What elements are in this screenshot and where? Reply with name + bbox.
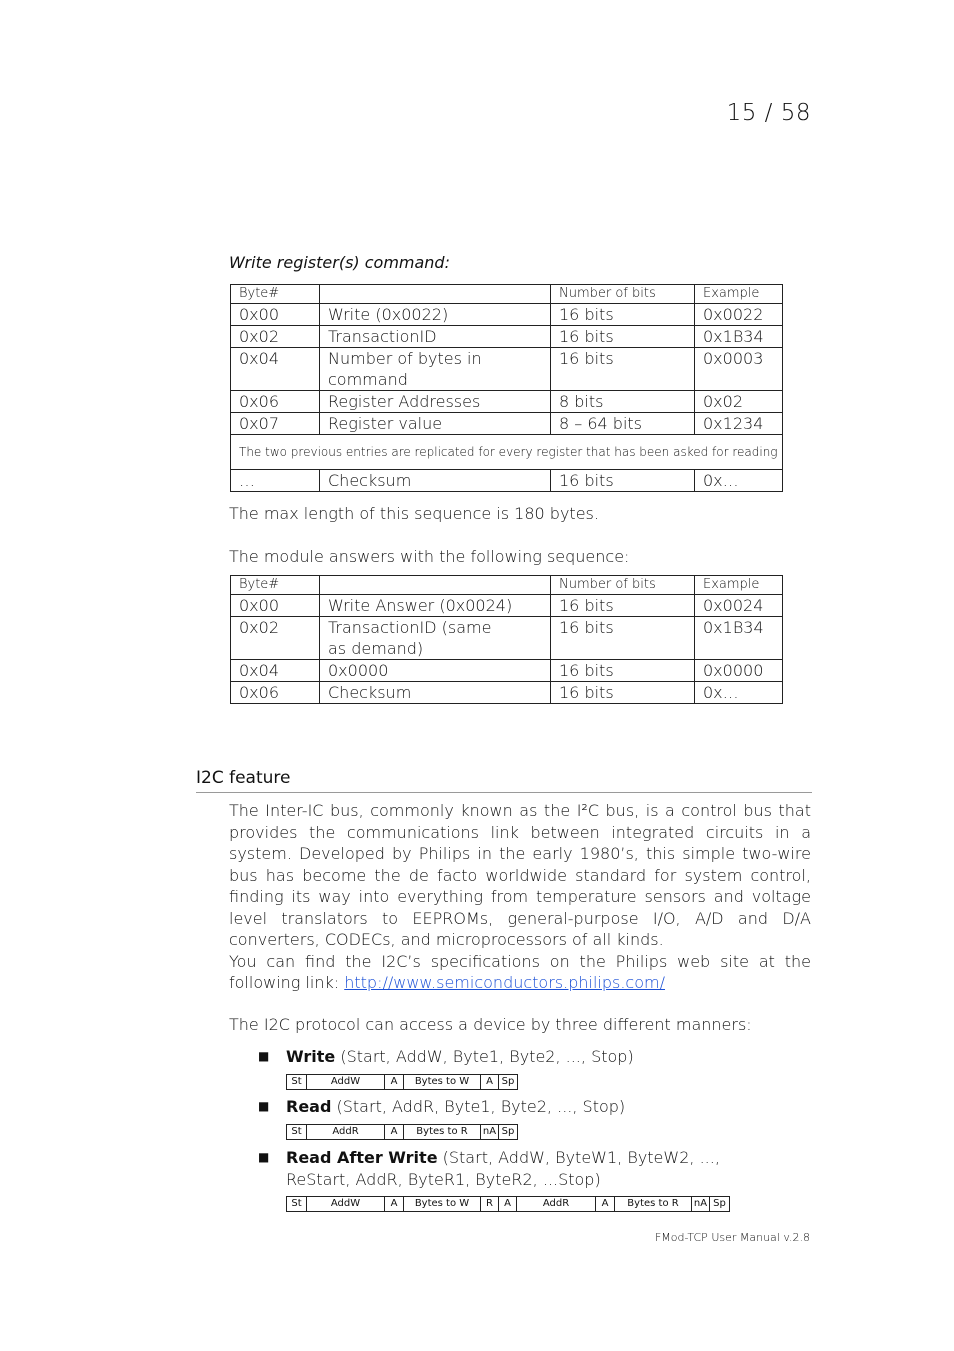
seq-address: AddW (307, 1197, 385, 1211)
header-number-of-bits: Number of bits (551, 285, 695, 304)
header-number-of-bits: Number of bits (551, 576, 695, 595)
table-note-row (231, 435, 783, 470)
seq-bytes: Bytes to W (404, 1075, 481, 1089)
manner-args: (Start, AddR, Byte1, Byte2, ..., Stop) (331, 1097, 626, 1116)
manner-read (286, 1096, 786, 1118)
cell-example: 0x… (695, 470, 783, 492)
cell-example: 0x1B34 (695, 617, 783, 660)
table-row (231, 326, 783, 348)
answer-intro-text: The module answers with the following sequence: (229, 547, 630, 566)
cell-description: 0x0000 (320, 660, 551, 682)
cell-bits: 16 bits (551, 682, 695, 704)
cell-description: Checksum (320, 470, 551, 492)
table-row (231, 304, 783, 326)
manner-name: Read (286, 1097, 332, 1116)
sequence-diagram-read (286, 1124, 518, 1140)
cell-bits: 16 bits (551, 348, 695, 391)
cell-bits: 16 bits (551, 660, 695, 682)
sequence-diagram-read-after-write (286, 1196, 730, 1212)
seq-bytes: Bytes to R (404, 1125, 481, 1139)
cell-bits: 8 – 64 bits (551, 413, 695, 435)
cell-example: 0x0022 (695, 304, 783, 326)
cell-byte: 0x04 (231, 348, 320, 391)
i2c-description-paragraph (229, 800, 811, 994)
seq-restart: R (481, 1197, 499, 1211)
bullet-icon: ■ (258, 1049, 270, 1063)
table-row (231, 682, 783, 704)
cell-byte: 0x06 (231, 391, 320, 413)
table-row (231, 595, 783, 617)
cell-bits: 16 bits (551, 470, 695, 492)
manner-name: Write (286, 1047, 336, 1066)
seq-nack: nA (692, 1197, 710, 1211)
cell-byte: 0x00 (231, 595, 320, 617)
seq-ack: A (596, 1197, 615, 1211)
cell-byte: … (231, 470, 320, 492)
header-description (320, 576, 551, 595)
cell-example: 0x0000 (695, 660, 783, 682)
table-row (231, 617, 783, 660)
cell-description: Register Addresses (320, 391, 551, 413)
cell-bits: 16 bits (551, 617, 695, 660)
table-row (231, 348, 783, 391)
sequence-diagram-write (286, 1074, 518, 1090)
header-byte: Byte# (231, 576, 320, 595)
cell-example: 0x02 (695, 391, 783, 413)
seq-stop: Sp (501, 1076, 515, 1087)
answer-table (230, 575, 783, 704)
seq-ack: A (385, 1125, 404, 1139)
cell-bits: 16 bits (551, 595, 695, 617)
table-header-row (231, 576, 783, 595)
table-row (231, 391, 783, 413)
cell-bits: 8 bits (551, 391, 695, 413)
manner-read-after-write (286, 1147, 786, 1191)
cell-description: TransactionID (same as demand) (320, 617, 551, 660)
header-byte: Byte# (231, 285, 320, 304)
page-number: 15 / 58 (726, 100, 811, 126)
footer-manual-version: FMod-TCP User Manual v.2.8 (654, 1231, 810, 1244)
cell-byte: 0x02 (231, 617, 320, 660)
seq-bytes: Bytes to R (615, 1197, 692, 1211)
i2c-paragraph-text: The Inter-IC bus, commonly known as the I²C bus, is a control bus that provides the communications link between integrated circuits in a system. Developed by Philips in the early 1980’s, this simple two-wire bus has become the de facto worldwide standard for system control, finding its way into everything from temperature sensors and voltage level translators to EEPROMs, general-purpose I/O, A/D and D/A converters, CODECs, and microprocessors of all kinds. (229, 801, 811, 949)
cell-byte: 0x04 (231, 660, 320, 682)
seq-ack: A (481, 1075, 499, 1089)
bullet-icon: ■ (258, 1099, 270, 1113)
cell-description: Write (0x0022) (320, 304, 551, 326)
seq-ack: A (385, 1075, 404, 1089)
manner-args: (Start, AddW, ByteW1, ByteW2, ..., ReStart, AddR, ByteR1, ByteR2, ...Stop) (286, 1148, 720, 1189)
table-row (231, 413, 783, 435)
seq-address: AddW (307, 1075, 385, 1089)
seq-address: AddR (307, 1125, 385, 1139)
max-length-text: The max length of this sequence is 180 bytes. (229, 504, 599, 523)
manners-intro-text: The I2C protocol can access a device by three different manners: (229, 1015, 752, 1034)
cell-example: 0x1B34 (695, 326, 783, 348)
seq-stop: Sp (501, 1126, 515, 1137)
seq-ack: A (385, 1197, 404, 1211)
cell-description: Checksum (320, 682, 551, 704)
header-description (320, 285, 551, 304)
cell-example: 0x0024 (695, 595, 783, 617)
cell-description: Register value (320, 413, 551, 435)
cell-example: 0x1234 (695, 413, 783, 435)
bullet-icon: ■ (258, 1150, 270, 1164)
cell-description: TransactionID (320, 326, 551, 348)
section-heading-i2c: I2C feature (196, 768, 812, 793)
cell-description: Write Answer (0x0024) (320, 595, 551, 617)
cell-bits: 16 bits (551, 326, 695, 348)
cell-description: Number of bytes in command (320, 348, 551, 391)
header-example: Example (695, 576, 783, 595)
table-row (231, 470, 783, 492)
cell-byte: 0x07 (231, 413, 320, 435)
seq-nack: nA (481, 1125, 499, 1139)
cell-example: 0x0003 (695, 348, 783, 391)
table-header-row (231, 285, 783, 304)
manner-name: Read After Write (286, 1148, 438, 1167)
seq-bytes: Bytes to W (404, 1197, 481, 1211)
write-command-title: Write register(s) command: (229, 253, 450, 272)
philips-spec-link[interactable]: http://www.semiconductors.philips.com/ (344, 973, 665, 992)
seq-address: AddR (517, 1197, 596, 1211)
table-row (231, 660, 783, 682)
manner-args: (Start, AddW, Byte1, Byte2, ..., Stop) (335, 1047, 634, 1066)
seq-stop: Sp (713, 1198, 726, 1209)
seq-start: St (287, 1125, 307, 1139)
write-register-table (230, 284, 783, 492)
table-note: The two previous entries are replicated for every register that has been asked for reading (231, 435, 783, 470)
seq-start: St (287, 1075, 307, 1089)
cell-byte: 0x02 (231, 326, 320, 348)
seq-ack: A (499, 1197, 517, 1211)
manner-write (286, 1046, 786, 1068)
cell-bits: 16 bits (551, 304, 695, 326)
cell-example: 0x… (695, 682, 783, 704)
cell-byte: 0x06 (231, 682, 320, 704)
cell-byte: 0x00 (231, 304, 320, 326)
spec-text: You can find the I2C’s specifications on the Philips web site at the following link: (229, 951, 811, 992)
seq-start: St (287, 1197, 307, 1211)
header-example: Example (695, 285, 783, 304)
